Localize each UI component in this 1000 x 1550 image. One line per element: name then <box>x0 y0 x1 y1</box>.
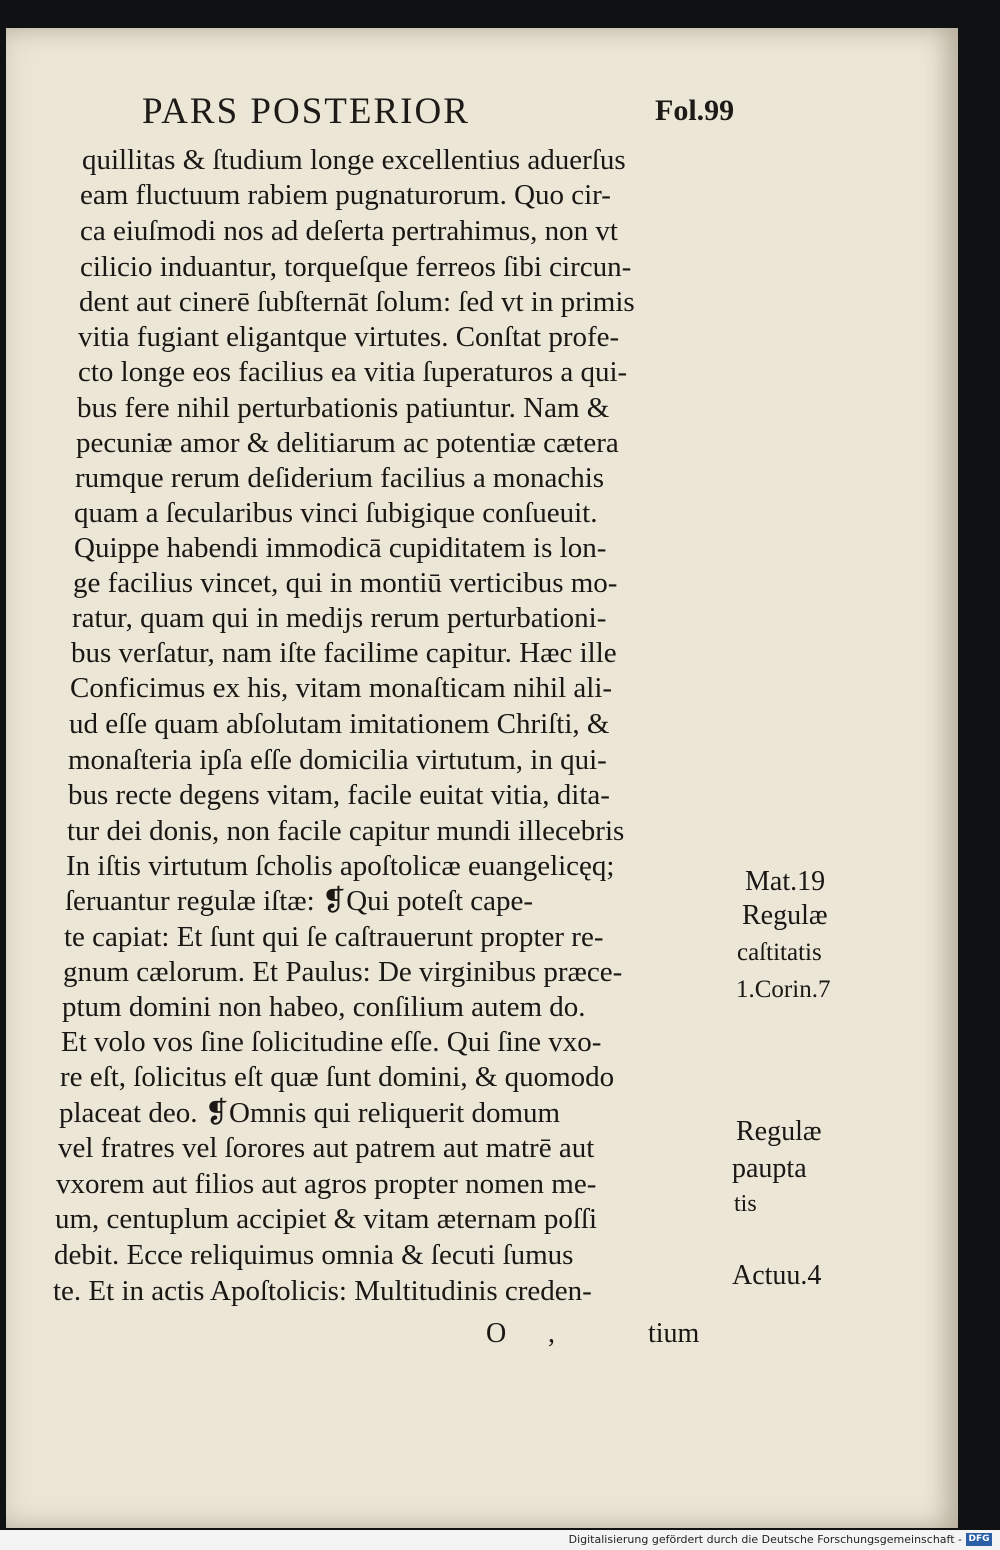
text-line: debit. Ecce reliquimus omnia & ſecuti ſumus <box>54 1239 574 1271</box>
text-line: ge facilius vincet, qui in montiū verticibus mo- <box>73 567 618 599</box>
text-line: bus fere nihil perturbationis patiuntur. Nam & <box>77 392 610 424</box>
text-line: rumque rerum deſiderium facilius a monachis <box>75 462 605 494</box>
text-line: gnum cælorum. Et Paulus: De virginibus præce- <box>63 956 623 988</box>
text-line: cto longe eos facilius ea vitia ſuperaturos a qui- <box>78 356 628 388</box>
text-line: re eſt, ſolicitus eſt quæ ſunt domini, & quomodo <box>60 1061 615 1093</box>
text-line: vitia fugiant eligantque virtutes. Conſtat profe- <box>78 321 620 353</box>
running-header: PARS POSTERIOR <box>142 91 470 132</box>
text-line: ca eiuſmodi nos ad deſerta pertrahimus, non vt <box>80 215 618 247</box>
marginal-note: 1.Corin.7 <box>736 976 831 1003</box>
text-line: te. Et in actis Apoſtolicis: Multitudinis creden- <box>53 1275 592 1307</box>
text-line: Conficimus ex his, vitam monaſticam nihil ali- <box>70 672 613 704</box>
text-line: Quippe habendi immodicā cupiditatem is lon- <box>74 532 607 564</box>
text-line: vxorem aut filios aut agros propter nomen me- <box>56 1168 597 1200</box>
text-line: bus verſatur, nam iſte facilime capitur. Hæc ille <box>71 637 617 669</box>
text-line: vel fratres vel ſorores aut patrem aut matrē aut <box>58 1132 595 1164</box>
text-line: Et volo vos ſine ſolicitudine eſſe. Qui ſine vxo- <box>61 1026 602 1058</box>
text-line: monaſteria ipſa eſſe domicilia virtutum, in qui- <box>68 744 607 776</box>
signature-mark: O <box>486 1318 507 1349</box>
dfg-logo: DFG <box>966 1533 992 1546</box>
text-line: quam a ſecularibus vinci ſubigique conſueuit. <box>74 497 598 529</box>
text-line: ptum domini non habeo, conſilium autem do. <box>62 991 586 1023</box>
signature-comma: , <box>548 1318 555 1349</box>
catchword: tium <box>648 1318 700 1349</box>
text-line: te capiat: Et ſunt qui ſe caſtrauerunt propter re- <box>64 921 604 953</box>
text-line: cilicio induantur, torqueſque ferreos ſibi circun- <box>80 251 632 283</box>
marginal-note: tis <box>734 1191 757 1217</box>
text-line: tur dei donis, non facile capitur mundi illecebris <box>67 815 625 847</box>
text-line: placeat deo. ❡Omnis qui reliquerit domum <box>59 1097 561 1129</box>
marginal-note: caſtitatis <box>737 939 822 966</box>
text-line: ſeruantur regulæ iſtæ: ❡Qui poteſt cape- <box>65 885 534 917</box>
text-line: ud eſſe quam abſolutam imitationem Chriſti, & <box>69 708 610 740</box>
text-line: In iſtis virtutum ſcholis apoſtolicæ euangelicęq; <box>66 850 615 882</box>
marginal-note: Mat.19 <box>745 866 826 897</box>
marginal-note: paupta <box>732 1153 807 1184</box>
text-line: quillitas & ſtudium longe excellentius aduerſus <box>82 144 626 176</box>
text-line: eam fluctuum rabiem pugnaturorum. Quo cir- <box>80 179 611 211</box>
text-line: dent aut cinerē ſubſternāt ſolum: ſed vt in primis <box>79 286 635 318</box>
text-line: pecuniæ amor & delitiarum ac potentiæ cætera <box>76 427 619 459</box>
marginal-note: Regulæ <box>742 900 828 931</box>
text-line: bus recte degens vitam, facile euitat vitia, dita- <box>68 779 610 811</box>
marginal-note: Regulæ <box>736 1116 822 1147</box>
marginal-note: Actuu.4 <box>732 1260 822 1291</box>
folio-number: Fol.99 <box>655 94 735 127</box>
text-line: ratur, quam qui in medijs rerum perturbationi- <box>72 602 607 634</box>
funding-notice: Digitalisierung gefördert durch die Deutsche Forschungsgemeinschaft - <box>568 1533 962 1546</box>
text-line: um, centuplum accipiet & vitam æternam poſſi <box>55 1203 598 1235</box>
